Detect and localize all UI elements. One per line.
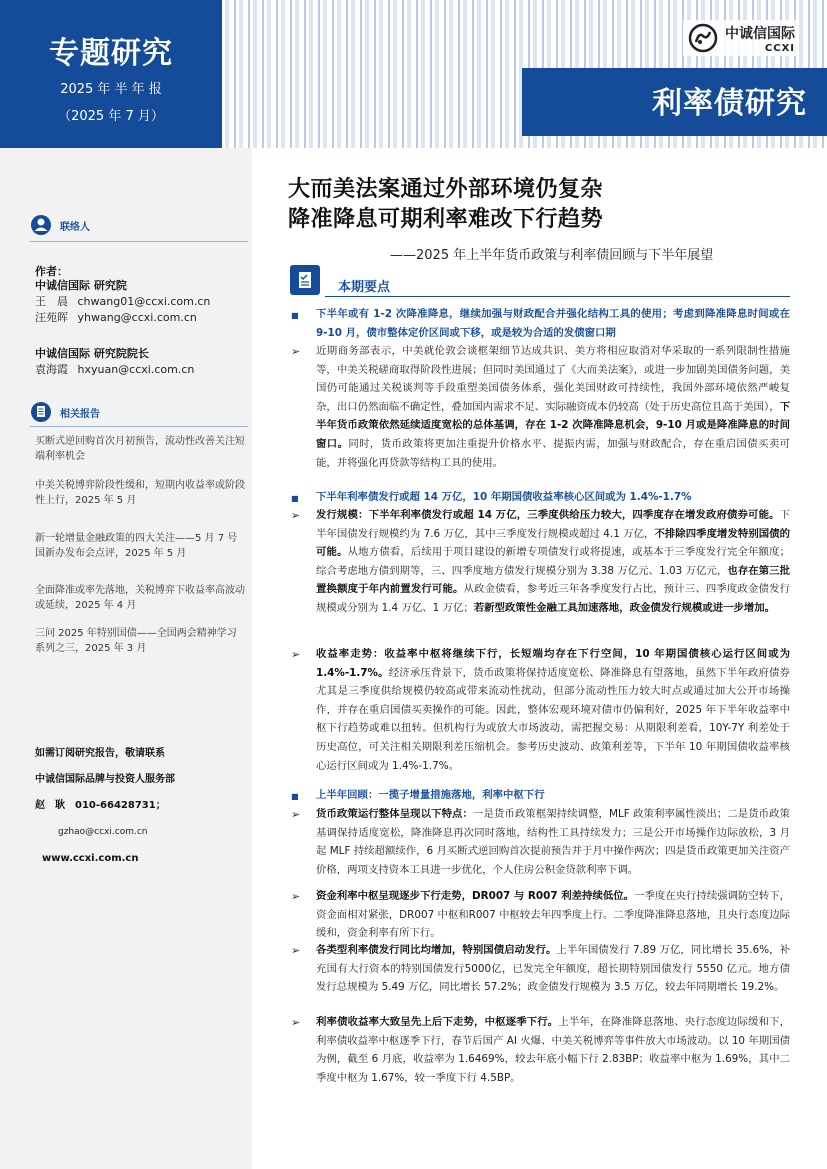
key-points-divider <box>325 296 790 297</box>
author-label: 作者： <box>35 265 68 278</box>
checklist-icon <box>295 270 315 290</box>
contacts-heading <box>30 214 90 236</box>
arrow-bullet-icon: ➢ <box>291 1016 301 1029</box>
sidebar <box>0 148 252 1169</box>
service-dept: 中诚信国际品牌与投资人服务部 <box>35 774 175 785</box>
related-report[interactable]: 新一轮增量金融政策的四大关注——5 月 7 号国新办发布会点评，2025 年 5 月 <box>35 533 238 559</box>
divider <box>30 241 248 242</box>
logo-english-name: CCXI <box>764 42 795 54</box>
report-header <box>0 0 827 148</box>
director-row <box>35 362 194 378</box>
author-email[interactable]: yhwang@ccxi.com.cn <box>77 311 197 324</box>
related-report[interactable]: 三问 2025 年特别国债——全国两会精神学习系列之三，2025 年 3 月 <box>35 628 237 654</box>
paragraph: 发行规模：下半年利率债发行或超 14 万亿，三季度供给压力较大，四季度存在增发政府债券可能。下半年国债发行规模约为 7.6 万亿，其中三季度发行规模或超过 4.1 万亿，不排除四季度增发特别国债的可能。从地方债看，后续用于项目建设的新增专项债发行或将提速，或基本于三季度发行完全年额度；综合考虑地方债到期等，三、四季度地方债发行规模分别为 3.38 万亿元、1.03 万亿元，也存在第三批置换额度于年内前置发行可能。从政金债看，参考近三年各季度发行占比，预计三、四季度政金债发行规模或分别为 1.4 万亿、1 万亿；若新型政策性金融工具加速落地，政金债发行规模或进一步增加。 <box>316 509 791 614</box>
document-icon <box>30 401 52 423</box>
square-bullet-icon: ■ <box>291 792 299 801</box>
arrow-bullet-icon: ➢ <box>291 345 301 358</box>
paragraph: 各类型利率债发行同比均增加，特别国债启动发行。上半年国债发行 7.89 万亿，同比增长 35.6%，补充国有大行资本的特别国债发行5000亿，已发完全年额度，超长期特别国债发行 5550 亿元。地方债发行总规模为 5.49 万亿，同比增长 57.2%；政金债发行规模为 3.5 万亿，较去年同期增长 19.2%。 <box>316 944 790 994</box>
main-title-line2: 降准降息可期利率难改下行趋势 <box>288 207 604 232</box>
related-label: 相关报告 <box>60 408 100 420</box>
contact-email[interactable]: gzhao@ccxi.com.cn <box>58 827 148 837</box>
paragraph: 货币政策运行整体呈现以下特点：一是货币政策框架持续调整，MLF 政策利率属性淡出；二是货币政策基调保持适度宽松，降准降息再次同时落地，结构性工具持续发力；三是公开市场操作边际放松，3 月起 MLF 持续超额续作，6 月买断式逆回购首次提前预告并于月中操作两次；四是货币政策更加关注资产价格，两项支持资本工具进一步优化，个人住房公积金贷款利率下调。 <box>316 808 791 876</box>
related-report[interactable]: 中美关税博弈阶段性缓和，短期内收益率或阶段性上行，2025 年 5 月 <box>35 480 245 506</box>
header-right-panel <box>222 0 827 148</box>
key-points-badge <box>290 265 320 295</box>
section-band <box>522 68 827 136</box>
key-point-heading: 上半年回顾：一揽子增量措施落地，利率中枢下行 <box>316 789 545 801</box>
arrow-bullet-icon: ➢ <box>291 890 301 903</box>
director-org: 中诚信国际 研究院院长 <box>35 347 149 360</box>
paragraph: 资金利率中枢呈现逐步下行走势，DR007 与 R007 利差持续低位。一季度在央行持续强调防空转下，资金面相对紧张，DR007 中枢和R007 中枢较去年四季度上行。二季度降准降息落地，且央行态度边际缓和，资金利率有所下行。 <box>316 890 791 940</box>
key-point-heading: 下半年或有 1-2 次降准降息，继续加强与财政配合并强化结构工具的使用；考虑到降准降息时间或在 9-10 月，债市整体定价区间或下移，或是较为合适的发债窗口期 <box>316 308 790 339</box>
key-points-label: 本期要点 <box>338 280 391 295</box>
arrow-bullet-icon: ➢ <box>291 808 301 821</box>
website-link[interactable]: www.ccxi.com.cn <box>42 853 139 864</box>
arrow-bullet-icon: ➢ <box>291 648 301 661</box>
contacts-label: 联络人 <box>60 221 90 233</box>
director-name: 袁海霞 <box>35 363 68 376</box>
section-title: 利率债研究 <box>652 86 807 121</box>
paragraph: 收益率走势：收益率中枢将继续下行，长短端均存在下行空间，10 年期国债核心运行区间或为 1.4%-1.7%。经济承压背景下，货币政策将保持适度宽松、降准降息有望落地，虽然下半年政府债券尤其是三季度供给规模仍较高或带来流动性扰动，但部分流动性压力较大时点或通过加大公开市场操作，并存在重启国债买卖操作的可能。因此，整体宏观环境对债市仍偏利好，2025 年下半年收益率中枢下行趋势或难以扭转。但机构行为或放大市场波动，需把握交易：从期限利差看，10Y-7Y 利差处于历史高位，可关注相关期限利差压缩机会。参考历史波动、政策利差等，下半年 10 年期国债收益率核心运行区间或为 1.4%-1.7%。 <box>316 648 791 772</box>
related-report[interactable]: 买断式逆回购首次月初预告，流动性改善关注短端利率机会 <box>35 436 245 462</box>
author-org: 中诚信国际 研究院 <box>35 279 127 292</box>
key-point-heading: 下半年利率债发行或超 14 万亿，10 年期国债收益率核心区间或为 1.4%-1.7% <box>316 491 692 503</box>
report-period: 2025 年 半 年 报 <box>60 82 162 97</box>
header-left-panel <box>0 0 222 148</box>
ccxi-logo <box>683 20 799 56</box>
related-heading <box>30 401 100 423</box>
ccxi-logo-icon <box>687 22 719 54</box>
divider <box>30 426 248 427</box>
subscribe-line: 如需订阅研究报告，敬请联系 <box>35 748 165 759</box>
director-email[interactable]: hxyuan@ccxi.com.cn <box>77 363 195 376</box>
paragraph: 近期商务部表示，中美就伦敦会谈框架细节达成共识、美方将相应取消对华采取的一系列限制性措施等，中美关税磋商取得阶段性进展；但同时美国通过了《大而美法案》，或进一步加剧美国债务问题，美国仍可能通过关税谈判等手段重塑美国债务体系，强化美国财政可持续性，我国外部环境依然严峻复杂，出口仍然面临不确定性，叠加国内需求不足、实际融资成本仍较高（处于历史高位且高于美国），下半年货币政策依然延续适度宽松的总体基调，存在 1-2 次降准降息机会，9-10 月或是降准降息的时间窗口。同时，货币政策将更加注重提升价格水平、提振内需，加强与财政配合，存在重启国债买卖可能，并将强化再贷款等结构工具的使用。 <box>316 345 791 469</box>
main-title-line1: 大而美法案通过外部环境仍复杂 <box>288 177 604 202</box>
author-name: 王 晨 <box>35 295 68 308</box>
author-row <box>35 310 197 326</box>
report-date: （2025 年 7 月） <box>58 109 164 124</box>
logo-chinese-name: 中诚信国际 <box>725 25 795 42</box>
report-type: 专题研究 <box>49 36 173 71</box>
author-email[interactable]: chwang01@ccxi.com.cn <box>77 295 211 308</box>
author-name: 汪苑晖 <box>35 311 68 324</box>
paragraph: 利率债收益率大致呈先上后下走势，中枢逐季下行。上半年，在降准降息落地、央行态度边际缓和下，利率债收益率中枢逐季下行，春节后国产 AI 火爆、中美关税博弈等事件放大市场波动。以 10 年期国债为例，截至 6 月底，收益率为 1.6469%，较去年底小幅下行 2.83BP；收益率中枢为 1.69%，其中二季度中枢为 1.67%，较一季度下行 4.5BP。 <box>316 1016 791 1084</box>
author-row <box>35 294 210 310</box>
contact-person-icon <box>30 214 52 236</box>
arrow-bullet-icon: ➢ <box>291 944 301 957</box>
subtitle: ——2025 年上半年货币政策与利率债回顾与下半年展望 <box>390 248 714 263</box>
contact-person: 赵 耿 010-66428731； <box>35 800 166 811</box>
square-bullet-icon: ■ <box>291 311 299 320</box>
arrow-bullet-icon: ➢ <box>291 509 301 522</box>
related-report[interactable]: 全面降准或率先落地，关税博弈下收益率高波动或延续，2025 年 4 月 <box>35 585 245 611</box>
square-bullet-icon: ■ <box>291 494 299 503</box>
